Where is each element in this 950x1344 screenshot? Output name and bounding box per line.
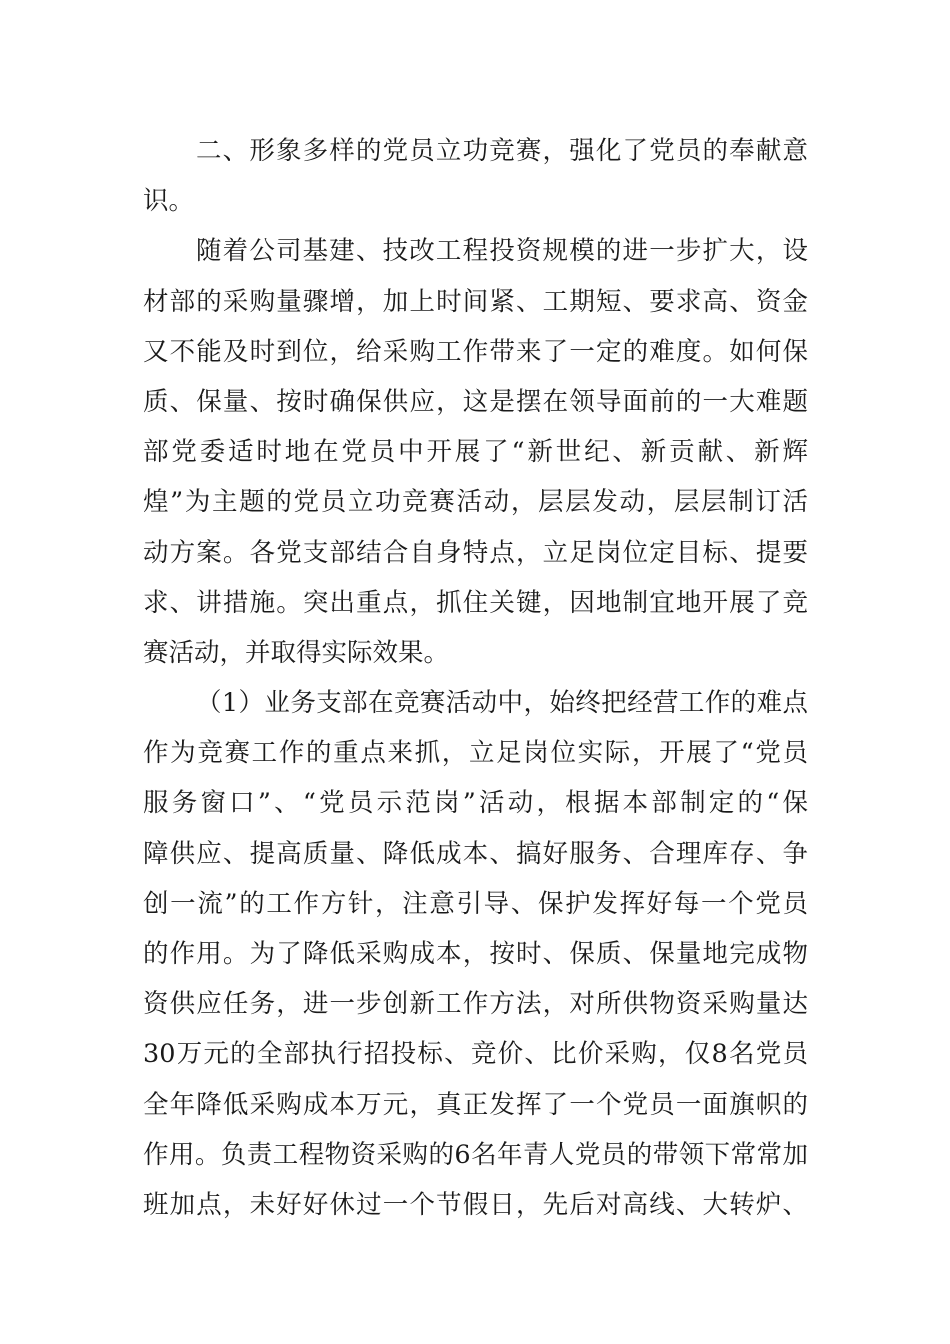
text-line: 创一流”的工作方针，注意引导、保护发挥好每一个党员 [143, 888, 808, 919]
text-line: 又不能及时到位，给采购工作带来了一定的难度。如何保 [143, 336, 808, 367]
text-line: 质、保量、按时确保供应，这是摆在领导面前的一大难题 [143, 386, 808, 417]
text-line: 的作用。为了降低采购成本，按时、保质、保量地完成物 [143, 939, 808, 969]
text-line: 煌”为主题的党员立功竞赛活动，层层发动，层层制订活 [143, 487, 808, 518]
text-line: 随着公司基建、技改工程投资规模的进一步扩大，设 [196, 236, 808, 267]
text-line: 30万元的全部执行招投标、竞价、比价采购，仅8名党员 [143, 1039, 808, 1070]
text-line: 全年降低采购成本万元，真正发挥了一个党员一面旗帜的 [143, 1089, 808, 1120]
text-line: 作为竞赛工作的重点来抓，立足岗位实际，开展了“党员 [143, 738, 808, 769]
text-line: 赛活动，并取得实际效果。 [143, 637, 450, 668]
text-line: 部党委适时地在党员中开展了“新世纪、新贡献、新辉 [143, 437, 808, 468]
text-line: 识。 [143, 186, 195, 217]
text-line: 服务窗口”、“党员示范岗”活动，根据本部制定的“保 [143, 788, 808, 819]
text-line: 作用。负责工程物资采购的6名年青人党员的带领下常常加 [143, 1139, 808, 1170]
text-line: 求、讲措施。突出重点，抓住关键，因地制宜地开展了竞 [143, 587, 808, 618]
document-body [143, 126, 808, 1230]
paragraph-section-heading [143, 126, 808, 226]
text-line: 二、形象多样的党员立功竞赛，强化了党员的奉献意 [196, 136, 808, 166]
text-line: 动方案。各党支部结合自身特点，立足岗位定目标、提要 [143, 537, 808, 568]
paragraph-background [143, 226, 808, 678]
text-line: 障供应、提高质量、降低成本、搞好服务、合理库存、争 [143, 838, 808, 869]
text-line: 班加点，未好好休过一个节假日，先后对高线、大转炉、 [143, 1189, 808, 1220]
text-line: （1）业务支部在竞赛活动中，始终把经营工作的难点 [196, 688, 808, 719]
text-line: 材部的采购量骤增，加上时间紧、工期短、要求高、资金 [143, 286, 808, 317]
paragraph-business-branch [143, 678, 808, 1230]
text-line: 资供应任务，进一步创新工作方法，对所供物资采购量达 [143, 989, 808, 1020]
